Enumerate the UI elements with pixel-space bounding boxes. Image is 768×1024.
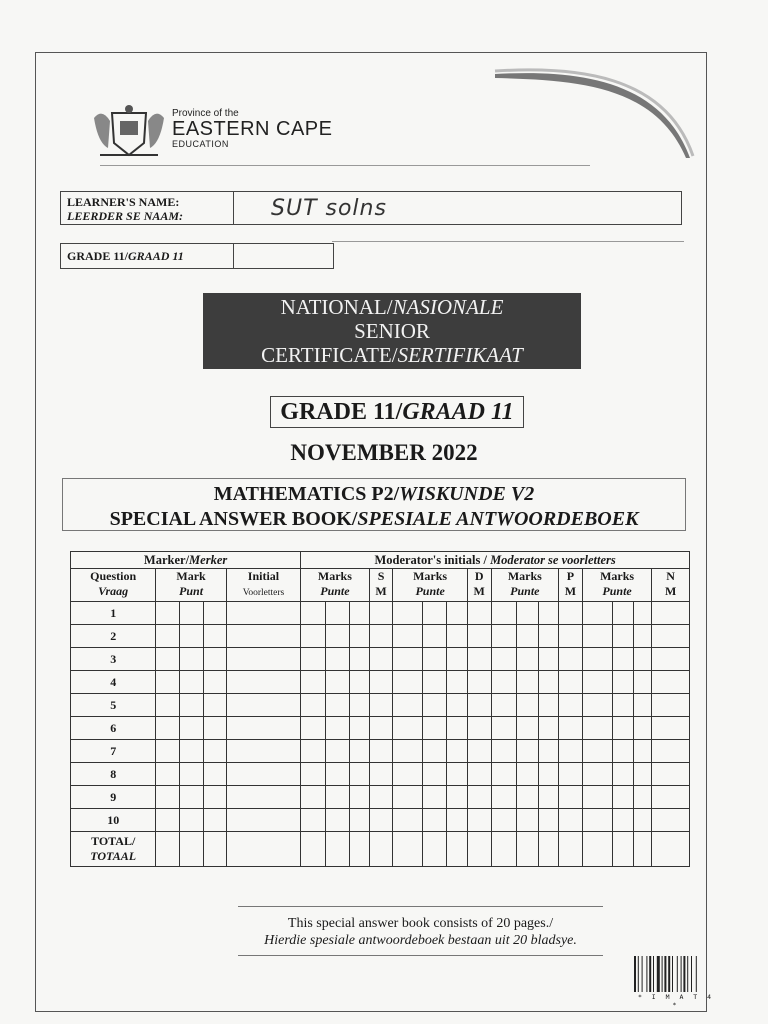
initial-cell[interactable] [369, 717, 393, 740]
pm-header: P M [559, 569, 583, 602]
mark-cell[interactable] [491, 786, 517, 809]
initial-cell[interactable] [652, 648, 690, 671]
mark-cell[interactable] [393, 809, 423, 832]
initial-cell[interactable] [652, 740, 690, 763]
table-row [71, 648, 690, 671]
mark-cell[interactable] [517, 671, 539, 694]
table-header-row-2 [71, 569, 690, 602]
total-label: TOTAL/ TOTAAL [71, 832, 156, 867]
mark-cell[interactable] [203, 786, 226, 809]
initial-cell[interactable] [559, 648, 583, 671]
mark-cell[interactable] [349, 763, 369, 786]
mark-cell[interactable] [446, 625, 467, 648]
mark-cell[interactable] [349, 786, 369, 809]
sm-marks-header: Marks Punte [301, 569, 369, 602]
mark-cell[interactable] [612, 832, 634, 867]
mark-cell[interactable] [517, 648, 539, 671]
mark-cell[interactable] [393, 763, 423, 786]
mark-cell[interactable] [517, 809, 539, 832]
table-row [71, 602, 690, 625]
initial-cell[interactable] [467, 625, 491, 648]
mark-cell[interactable] [423, 740, 447, 763]
mark-cell[interactable] [634, 717, 652, 740]
department-name: EDUCATION [172, 139, 229, 149]
mark-cell[interactable] [423, 832, 447, 867]
mark-cell[interactable] [539, 786, 559, 809]
mark-cell[interactable] [180, 694, 204, 717]
mark-cell[interactable] [393, 694, 423, 717]
barcode-text: * I M A T 4 * [637, 993, 715, 1009]
mark-cell[interactable] [612, 763, 634, 786]
initial-cell[interactable] [559, 694, 583, 717]
mark-cell[interactable] [156, 648, 180, 671]
mark-cell[interactable] [325, 786, 349, 809]
nsc-banner [203, 293, 581, 369]
initial-cell[interactable] [369, 740, 393, 763]
mark-cell[interactable] [393, 671, 423, 694]
mark-cell[interactable] [491, 809, 517, 832]
mark-cell[interactable] [423, 602, 447, 625]
initial-cell[interactable] [226, 786, 300, 809]
mark-cell[interactable] [582, 809, 612, 832]
footer-note [238, 906, 603, 956]
subject-box [62, 478, 686, 531]
grade-box-divider [233, 244, 234, 268]
mark-cell[interactable] [634, 809, 652, 832]
mark-cell[interactable] [517, 717, 539, 740]
mark-cell[interactable] [634, 786, 652, 809]
mark-cell[interactable] [539, 740, 559, 763]
initial-cell[interactable] [559, 740, 583, 763]
grade-line [332, 241, 684, 242]
initial-cell[interactable] [652, 717, 690, 740]
question-number: 3 [71, 648, 156, 671]
mark-cell[interactable] [180, 786, 204, 809]
mark-cell[interactable] [349, 671, 369, 694]
question-number: 1 [71, 602, 156, 625]
mark-cell[interactable] [325, 694, 349, 717]
mark-cell[interactable] [446, 602, 467, 625]
mark-cell[interactable] [301, 648, 326, 671]
mark-cell[interactable] [203, 602, 226, 625]
initial-cell[interactable] [467, 648, 491, 671]
question-number: 10 [71, 809, 156, 832]
initial-cell[interactable] [559, 832, 583, 867]
mark-cell[interactable] [325, 717, 349, 740]
mark-cell[interactable] [325, 625, 349, 648]
mark-cell[interactable] [301, 602, 326, 625]
mark-cell[interactable] [634, 763, 652, 786]
initial-cell[interactable] [369, 602, 393, 625]
moderator-header: Moderator's initials / Moderator se voorletters [301, 552, 690, 569]
dm-header: D M [467, 569, 491, 602]
mark-cell[interactable] [634, 671, 652, 694]
mark-cell[interactable] [325, 809, 349, 832]
mark-cell[interactable] [612, 786, 634, 809]
mark-cell[interactable] [634, 832, 652, 867]
initial-cell[interactable] [226, 809, 300, 832]
mark-cell[interactable] [612, 671, 634, 694]
banner-line-3: CERTIFICATE/SERTIFIKAAT [261, 343, 523, 367]
mark-cell[interactable] [423, 763, 447, 786]
province-line: Province of the [172, 108, 239, 119]
mark-cell[interactable] [301, 625, 326, 648]
mark-cell[interactable] [423, 648, 447, 671]
mark-cell[interactable] [301, 740, 326, 763]
initial-cell[interactable] [652, 671, 690, 694]
swoosh-graphic [490, 66, 695, 161]
mark-cell[interactable] [634, 602, 652, 625]
mark-cell[interactable] [325, 763, 349, 786]
banner-line-1: NATIONAL/NASIONALE [280, 295, 504, 319]
mark-cell[interactable] [156, 809, 180, 832]
mark-cell[interactable] [539, 648, 559, 671]
mark-cell[interactable] [349, 809, 369, 832]
mark-cell[interactable] [156, 602, 180, 625]
mark-cell[interactable] [612, 717, 634, 740]
mark-cell[interactable] [180, 763, 204, 786]
mark-cell[interactable] [301, 694, 326, 717]
initial-cell[interactable] [226, 763, 300, 786]
mark-cell[interactable] [349, 717, 369, 740]
initial-cell[interactable] [652, 786, 690, 809]
banner-line-2: SENIOR [354, 319, 430, 343]
mark-cell[interactable] [203, 694, 226, 717]
learner-name-label: LEARNER'S NAME: LEERDER SE NAAM: [67, 195, 184, 223]
initial-cell[interactable] [369, 625, 393, 648]
name-box-divider [233, 192, 234, 224]
mark-cell[interactable] [393, 625, 423, 648]
mark-cell[interactable] [612, 694, 634, 717]
mark-cell[interactable] [539, 809, 559, 832]
mark-cell[interactable] [491, 717, 517, 740]
mark-cell[interactable] [301, 832, 326, 867]
table-row [71, 809, 690, 832]
mark-cell[interactable] [180, 648, 204, 671]
mark-cell[interactable] [180, 832, 204, 867]
table-row [71, 717, 690, 740]
mark-cell[interactable] [517, 694, 539, 717]
initial-cell[interactable] [226, 625, 300, 648]
question-number: 6 [71, 717, 156, 740]
initial-cell[interactable] [369, 671, 393, 694]
initial-cell[interactable] [467, 763, 491, 786]
mark-cell[interactable] [156, 740, 180, 763]
mark-cell[interactable] [612, 625, 634, 648]
mark-cell[interactable] [612, 740, 634, 763]
learner-name-box [60, 191, 682, 225]
mark-cell[interactable] [301, 717, 326, 740]
mark-cell[interactable] [203, 832, 226, 867]
mark-cell[interactable] [582, 694, 612, 717]
exam-date: NOVEMBER 2022 [290, 440, 478, 465]
mark-cell[interactable] [301, 809, 326, 832]
mark-cell[interactable] [517, 786, 539, 809]
mark-cell[interactable] [582, 763, 612, 786]
mark-cell[interactable] [612, 809, 634, 832]
mark-cell[interactable] [517, 602, 539, 625]
table-row [71, 786, 690, 809]
initial-cell[interactable] [467, 786, 491, 809]
mark-cell[interactable] [156, 832, 180, 867]
table-row [71, 625, 690, 648]
initial-cell[interactable] [559, 602, 583, 625]
table-header-row-1 [71, 552, 690, 569]
mark-cell[interactable] [180, 671, 204, 694]
pm-marks-header: Marks Punte [491, 569, 558, 602]
mark-cell[interactable] [325, 740, 349, 763]
initial-cell[interactable] [652, 602, 690, 625]
table-row [71, 740, 690, 763]
grade-title: GRADE 11/GRAAD 11 [270, 396, 524, 428]
mark-cell[interactable] [491, 625, 517, 648]
mark-cell[interactable] [491, 832, 517, 867]
mark-cell[interactable] [446, 786, 467, 809]
table-row [71, 694, 690, 717]
mark-cell[interactable] [539, 694, 559, 717]
mark-cell[interactable] [517, 832, 539, 867]
mark-cell[interactable] [156, 717, 180, 740]
mark-cell[interactable] [582, 602, 612, 625]
mark-cell[interactable] [393, 717, 423, 740]
mark-cell[interactable] [491, 602, 517, 625]
mark-cell[interactable] [203, 717, 226, 740]
province-name: EASTERN CAPE [172, 118, 333, 140]
mark-cell[interactable] [180, 717, 204, 740]
subject-line-2: SPECIAL ANSWER BOOK/SPESIALE ANTWOORDEBOEK [109, 508, 639, 530]
mark-cell[interactable] [203, 625, 226, 648]
mark-cell[interactable] [446, 763, 467, 786]
footer-line-af: Hierdie spesiale antwoordeboek bestaan uit 20 bladsye. [264, 933, 577, 948]
initial-cell[interactable] [369, 809, 393, 832]
mark-cell[interactable] [301, 671, 326, 694]
mark-cell[interactable] [423, 625, 447, 648]
mark-cell[interactable] [393, 648, 423, 671]
mark-cell[interactable] [539, 625, 559, 648]
mark-cell[interactable] [612, 602, 634, 625]
initial-cell[interactable] [226, 832, 300, 867]
initial-cell[interactable] [467, 832, 491, 867]
mark-cell[interactable] [423, 717, 447, 740]
mark-cell[interactable] [156, 671, 180, 694]
question-rows [71, 602, 690, 832]
mark-cell[interactable] [349, 625, 369, 648]
mark-cell[interactable] [349, 694, 369, 717]
mark-cell[interactable] [539, 832, 559, 867]
mark-cell[interactable] [582, 648, 612, 671]
mark-cell[interactable] [634, 694, 652, 717]
mark-cell[interactable] [582, 740, 612, 763]
mark-cell[interactable] [325, 832, 349, 867]
mark-cell[interactable] [180, 625, 204, 648]
header-divider [100, 165, 590, 166]
initial-cell[interactable] [369, 786, 393, 809]
mark-cell[interactable] [446, 809, 467, 832]
mark-cell[interactable] [423, 809, 447, 832]
mark-cell[interactable] [325, 671, 349, 694]
initial-cell[interactable] [559, 786, 583, 809]
mark-cell[interactable] [156, 763, 180, 786]
mark-cell[interactable] [446, 694, 467, 717]
mark-cell[interactable] [612, 648, 634, 671]
initial-cell[interactable] [467, 717, 491, 740]
initial-cell[interactable] [226, 717, 300, 740]
initial-cell[interactable] [652, 832, 690, 867]
mark-cell[interactable] [203, 740, 226, 763]
initial-cell[interactable] [559, 717, 583, 740]
initial-cell[interactable] [226, 694, 300, 717]
total-row [71, 832, 690, 867]
question-number: 2 [71, 625, 156, 648]
initial-cell[interactable] [467, 694, 491, 717]
learner-grade-box [60, 243, 334, 269]
mark-cell[interactable] [423, 694, 447, 717]
mark-cell[interactable] [180, 602, 204, 625]
table-row [71, 763, 690, 786]
mark-cell[interactable] [582, 786, 612, 809]
mark-cell[interactable] [156, 694, 180, 717]
question-number: 5 [71, 694, 156, 717]
mark-cell[interactable] [325, 648, 349, 671]
coat-of-arms-icon [90, 103, 168, 161]
mark-cell[interactable] [156, 786, 180, 809]
initial-cell[interactable] [559, 625, 583, 648]
mark-cell[interactable] [582, 671, 612, 694]
mark-cell[interactable] [517, 763, 539, 786]
dm-marks-header: Marks Punte [393, 569, 467, 602]
mark-cell[interactable] [491, 740, 517, 763]
mark-cell[interactable] [539, 763, 559, 786]
mark-cell[interactable] [446, 648, 467, 671]
mark-cell[interactable] [539, 671, 559, 694]
mark-cell[interactable] [423, 671, 447, 694]
question-number: 7 [71, 740, 156, 763]
mark-cell[interactable] [446, 717, 467, 740]
question-header: Question Vraag [71, 569, 156, 602]
question-number: 9 [71, 786, 156, 809]
mark-header: Mark Punt [156, 569, 226, 602]
learner-name-value[interactable]: SUT solns [271, 196, 387, 221]
mark-cell[interactable] [301, 786, 326, 809]
initial-cell[interactable] [226, 671, 300, 694]
initial-cell[interactable] [559, 809, 583, 832]
mark-cell[interactable] [634, 625, 652, 648]
initial-cell[interactable] [369, 648, 393, 671]
initial-cell[interactable] [369, 832, 393, 867]
mark-cell[interactable] [634, 648, 652, 671]
mark-cell[interactable] [634, 740, 652, 763]
mark-cell[interactable] [393, 740, 423, 763]
question-number: 8 [71, 763, 156, 786]
mark-cell[interactable] [423, 786, 447, 809]
initial-cell[interactable] [226, 740, 300, 763]
subject-line-1: MATHEMATICS P2/WISKUNDE V2 [213, 483, 535, 505]
initial-cell[interactable] [652, 694, 690, 717]
mark-cell[interactable] [491, 694, 517, 717]
mark-cell[interactable] [203, 763, 226, 786]
initial-cell[interactable] [652, 809, 690, 832]
mark-cell[interactable] [203, 671, 226, 694]
mark-cell[interactable] [349, 740, 369, 763]
mark-cell[interactable] [349, 602, 369, 625]
mark-cell[interactable] [491, 763, 517, 786]
initial-cell[interactable] [369, 763, 393, 786]
mark-cell[interactable] [517, 625, 539, 648]
sm-header: S M [369, 569, 393, 602]
mark-cell[interactable] [582, 832, 612, 867]
mark-cell[interactable] [156, 625, 180, 648]
marker-header: Marker/Merker [71, 552, 301, 569]
mark-cell[interactable] [517, 740, 539, 763]
mark-cell[interactable] [203, 648, 226, 671]
initial-cell[interactable] [652, 763, 690, 786]
mark-cell[interactable] [180, 809, 204, 832]
initial-cell[interactable] [652, 625, 690, 648]
initial-cell[interactable] [226, 602, 300, 625]
mark-cell[interactable] [446, 740, 467, 763]
initial-cell[interactable] [467, 602, 491, 625]
mark-cell[interactable] [325, 602, 349, 625]
initial-cell[interactable] [559, 763, 583, 786]
mark-cell[interactable] [203, 809, 226, 832]
nm-marks-header: Marks Punte [582, 569, 651, 602]
initial-cell[interactable] [559, 671, 583, 694]
mark-cell[interactable] [491, 648, 517, 671]
mark-cell[interactable] [539, 717, 559, 740]
mark-cell[interactable] [582, 625, 612, 648]
table-row [71, 671, 690, 694]
initial-cell[interactable] [226, 648, 300, 671]
marks-table [70, 551, 690, 867]
initial-cell[interactable] [467, 671, 491, 694]
mark-cell[interactable] [446, 832, 467, 867]
mark-cell[interactable] [539, 602, 559, 625]
barcode-icon [633, 955, 719, 995]
mark-cell[interactable] [393, 786, 423, 809]
footer-line-en: This special answer book consists of 20 pages./ [287, 916, 554, 931]
brand-block [172, 108, 332, 149]
question-number: 4 [71, 671, 156, 694]
initial-cell[interactable] [467, 740, 491, 763]
mark-cell[interactable] [393, 602, 423, 625]
mark-cell[interactable] [393, 832, 423, 867]
mark-cell[interactable] [349, 832, 369, 867]
mark-cell[interactable] [349, 648, 369, 671]
mark-cell[interactable] [582, 717, 612, 740]
mark-cell[interactable] [301, 763, 326, 786]
mark-cell[interactable] [180, 740, 204, 763]
mark-cell[interactable] [491, 671, 517, 694]
nm-header: N M [652, 569, 690, 602]
mark-cell[interactable] [446, 671, 467, 694]
initial-header: Initial Voorletters [226, 569, 300, 602]
initial-cell[interactable] [369, 694, 393, 717]
initial-cell[interactable] [467, 809, 491, 832]
learner-grade-label: GRADE 11/GRAAD 11 [67, 249, 184, 263]
